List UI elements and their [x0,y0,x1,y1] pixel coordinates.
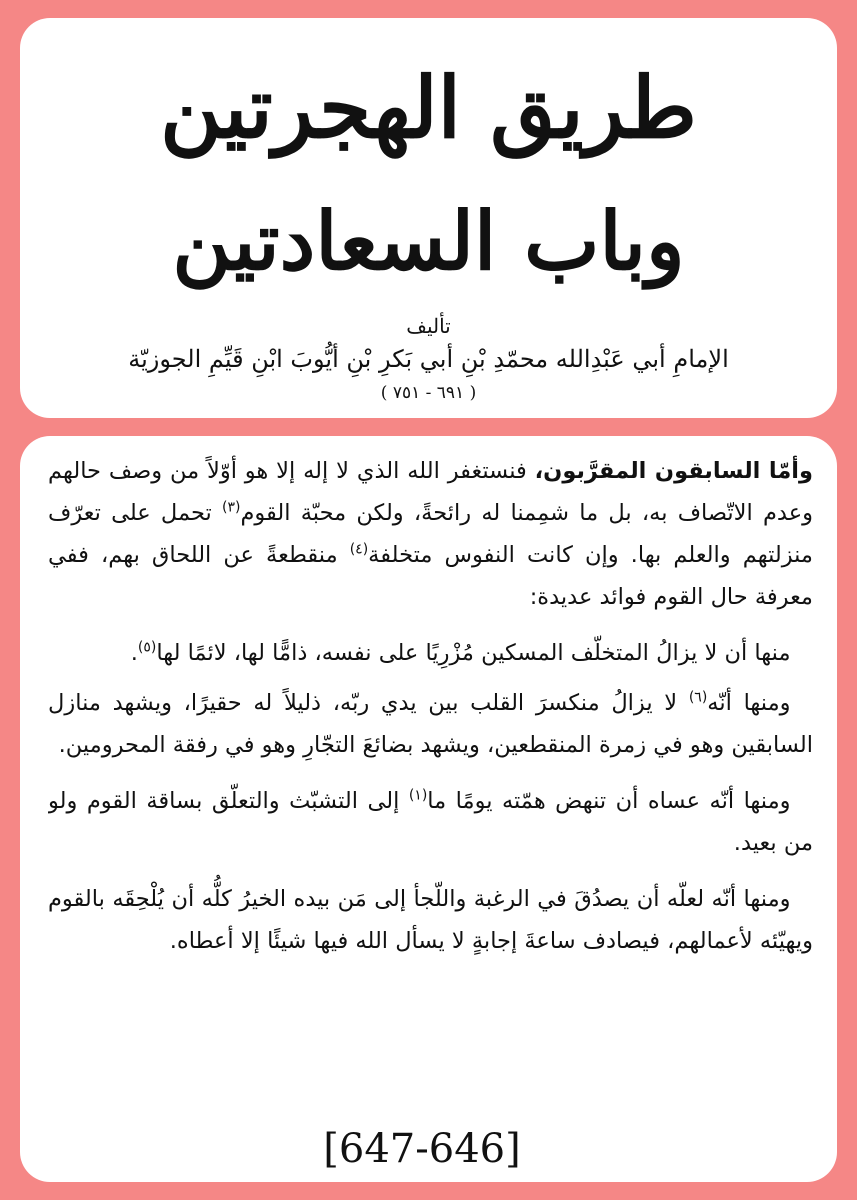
byline-label: تأليف [406,314,451,338]
book-title-line-1: طريق الهجرتين [160,58,697,157]
paragraph-2-text-b: . [130,640,138,666]
body-card [20,436,837,1182]
paragraph-4-text-b: إلى التشبّث والتعلّق بساقة القوم ولو من بعيد. [48,788,813,856]
paragraph-1-text-c: منقطعةً عن اللحاق بهم، ففي معرفة حال القوم فوائد عديدة: [48,542,813,610]
paragraph-3-text-b: لا يزالُ منكسرَ القلب بين يدي ربّه، ذليلاً له حقيرًا، ويشهد منازل السابقين وهو في زمرة المنقطعين، ويشهد بضائعَ التجّارِ وهو في رفقة المحرومين. [48,690,813,758]
footnote-marker: (٤) [349,541,369,558]
footnote-marker: (٣) [222,499,241,516]
paragraph-1-lead: وأمّا السابقون المقرَّبون، [534,458,813,484]
author-dates: ( ٦٩١ - ٧٥١ ) [380,383,477,403]
paragraph-1-text-b: تحمل على تعرّف منزلتهم والعلم بها. وإن كانت النفوس متخلفة [48,500,813,568]
paragraph-4 [48,780,813,864]
paragraph-5 [48,878,813,962]
paragraph-1 [48,450,813,618]
paragraph-1-text-a: فنستغفر الله الذي لا إله إلا هو أوّلاً من وصف حالهم وعدم الاتّصاف به، بل ما شمِمنا له رائحةً، ولكن محبّة القوم [48,458,813,526]
paragraph-2 [48,632,813,674]
body-text [48,450,813,1130]
paragraph-3 [48,682,813,766]
book-title-line-2: وباب السعادتين [172,194,685,288]
page-reference: [647-646] [312,1126,532,1172]
footnote-marker: (٥) [137,639,157,656]
paragraph-4-text-a: ومنها أنّه عساه أن تنهض همّته يومًا ما [427,788,791,814]
paragraph-3-text-a: ومنها أنّه [707,690,791,716]
footnote-marker: (٦) [688,689,708,706]
title-card [20,18,837,418]
footnote-marker: (١) [408,787,428,804]
paragraph-2-text-a: منها أن لا يزالُ المتخلّف المسكين مُزْرِيًا على نفسه، ذامًّا لها، لائمًا لها [156,640,791,666]
paragraph-5-text-a: ومنها أنّه لعلّه أن يصدُقَ في الرغبة واللّجأ إلى مَن بيده الخيرُ كلُّه أن يُلْحِقَه بالقوم ويهيّئه لأعمالهم، فيصادف ساعةَ إجابةٍ لا يسأل الله فيها شيئًا إلا أعطاه. [48,886,813,954]
author-name: الإمامِ أبي عَبْدِالله محمّدِ بْنِ أبي بَكرِ بْنِ أيُّوبَ ابْنِ قَيِّمِ الجوزيّة [128,345,729,373]
